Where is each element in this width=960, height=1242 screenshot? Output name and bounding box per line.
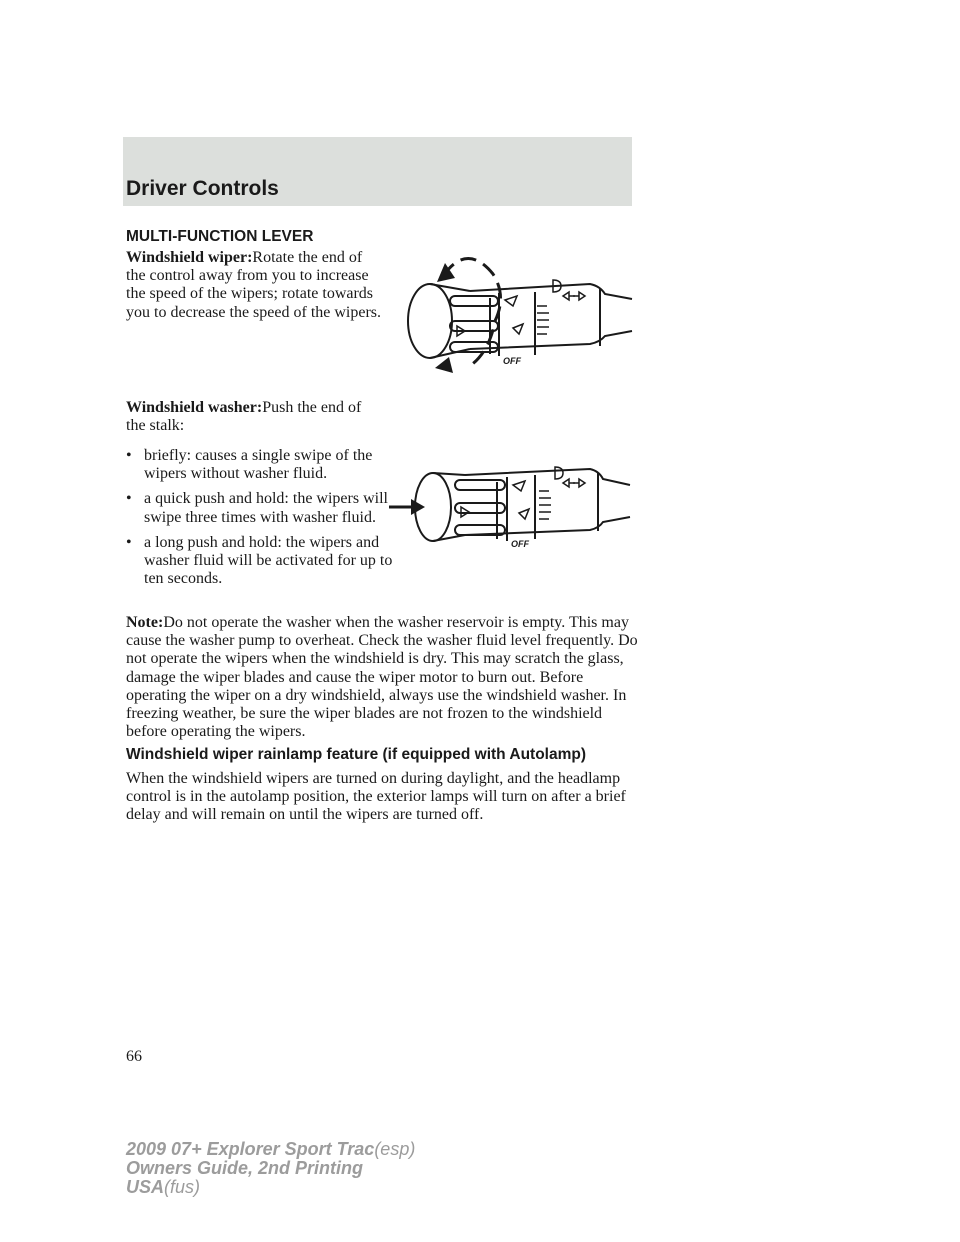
note-label: Note: <box>126 614 164 631</box>
list-item: • a long push and hold: the wipers and washer fluid will be activated for up to ten seconds. <box>126 533 393 588</box>
header-band <box>123 137 632 206</box>
page-number: 66 <box>126 1048 142 1065</box>
bullet-icon: • <box>126 447 132 464</box>
section-heading: MULTI-FUNCTION LEVER <box>126 228 314 245</box>
washer-text: Push the end of the stalk: <box>126 399 362 435</box>
footer <box>126 1140 415 1197</box>
footer-line-3: USA(fus) <box>126 1177 201 1197</box>
wiper-label: Windshield wiper: <box>126 249 253 266</box>
rainlamp-paragraph: When the windshield wipers are turned on during daylight, and the headlamp control is in the autolamp position, the exterior lamps will turn on after a brief delay and will remain on until the wipers are turned off. <box>126 770 626 824</box>
push-direction-arrow-icon <box>389 499 425 515</box>
flash-to-pass-icon <box>553 280 585 300</box>
wiper-text: Rotate the end of the control away from you to increase the speed of the wipers; rotate towards you to decrease the speed of the wipers. <box>126 249 382 321</box>
washer-bullet-list <box>126 447 396 595</box>
bullet-icon: • <box>126 490 132 508</box>
washer-paragraph <box>126 399 381 435</box>
footer-line-2: Owners Guide, 2nd Printing <box>126 1158 364 1178</box>
footer-line-1: 2009 07+ Explorer Sport Trac(esp) <box>126 1139 416 1159</box>
note-text: Do not operate the washer when the washer reservoir is empty. This may cause the washer pump to overheat. Check the washer fluid level frequently. Do not operate the wipers when the windshield is dry. This may scratch the glass, damage the wiper blades and cause the wiper motor to burn out. Before operating the wiper on a dry windshield, always use the windshield washer. In freezing weather, be sure the wiper blades are not frozen to the windshield before operating the wipers. <box>126 614 638 741</box>
bullet-icon: • <box>126 533 132 551</box>
wiper-paragraph <box>126 249 381 322</box>
list-item: • briefly: causes a single swipe of the wipers without washer fluid. <box>126 447 373 483</box>
lever-rotate-illustration <box>395 236 645 376</box>
lever-push-illustration <box>385 455 645 555</box>
page-title: Driver Controls <box>126 177 279 200</box>
off-label: OFF <box>511 539 529 549</box>
note-paragraph <box>126 614 646 741</box>
washer-label: Windshield washer: <box>126 399 263 416</box>
off-label: OFF <box>503 356 521 366</box>
list-item: • a quick push and hold: the wipers will swipe three times with washer fluid. <box>126 490 388 526</box>
rainlamp-heading: Windshield wiper rainlamp feature (if equipped with Autolamp) <box>126 746 587 763</box>
